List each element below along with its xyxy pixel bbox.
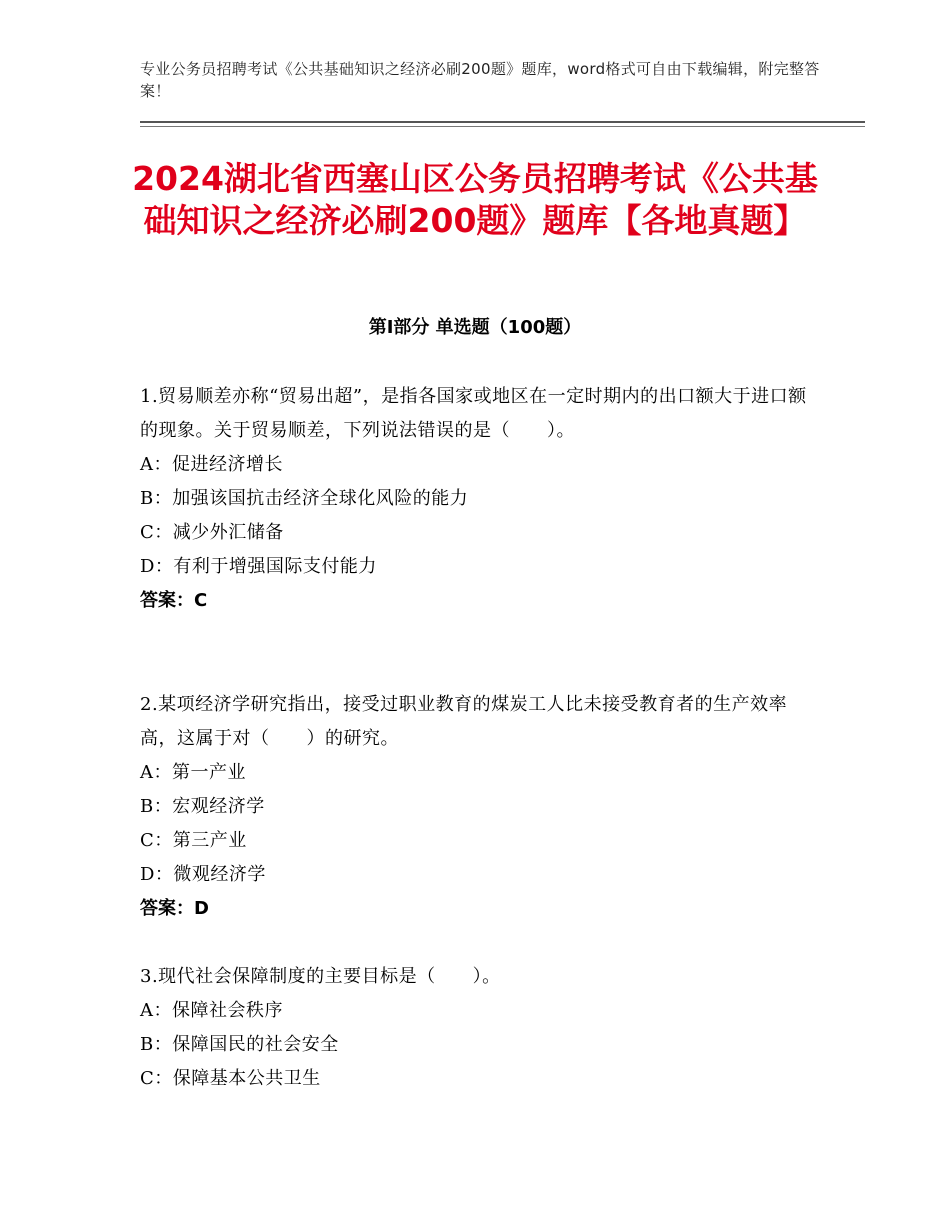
question-stem: 3.现代社会保障制度的主要目标是（ ）。 <box>140 966 501 987</box>
question-1 <box>140 380 820 618</box>
option-a: A：促进经济增长 <box>140 454 283 475</box>
question-stem: 1.贸易顺差亦称“贸易出超”，是指各国家或地区在一定时期内的出口额大于进口额的现象。关于贸易顺差，下列说法错误的是（ ）。 <box>140 386 807 441</box>
question-2 <box>140 688 820 926</box>
answer: 答案：C <box>140 590 208 611</box>
option-b: B：保障国民的社会安全 <box>140 1034 339 1055</box>
option-b: B：宏观经济学 <box>140 796 265 817</box>
header-note: 专业公务员招聘考试《公共基础知识之经济必刷200题》题库，word格式可自由下载编辑，附完整答案！ <box>140 60 820 100</box>
option-d: D：有利于增强国际支付能力 <box>140 556 377 577</box>
header-divider-thick <box>140 121 865 123</box>
question-3 <box>140 960 820 1096</box>
question-stem: 2.某项经济学研究指出，接受过职业教育的煤炭工人比未接受教育者的生产效率高，这属于对（ ）的研究。 <box>140 694 788 749</box>
option-c: C：减少外汇储备 <box>140 522 284 543</box>
answer: 答案：D <box>140 898 209 919</box>
option-a: A：第一产业 <box>140 762 246 783</box>
option-a: A：保障社会秩序 <box>140 1000 283 1021</box>
option-b: B：加强该国抗击经济全球化风险的能力 <box>140 488 469 509</box>
section-title: 第Ⅰ部分 单选题（100题） <box>368 317 582 338</box>
option-d: D：微观经济学 <box>140 864 266 885</box>
option-c: C：保障基本公共卫生 <box>140 1068 321 1089</box>
header-divider-thin <box>140 126 865 127</box>
document-title: 2024湖北省西塞山区公务员招聘考试《公共基础知识之经济必刷200题》题库【各地真题】 <box>132 159 818 240</box>
option-c: C：第三产业 <box>140 830 247 851</box>
